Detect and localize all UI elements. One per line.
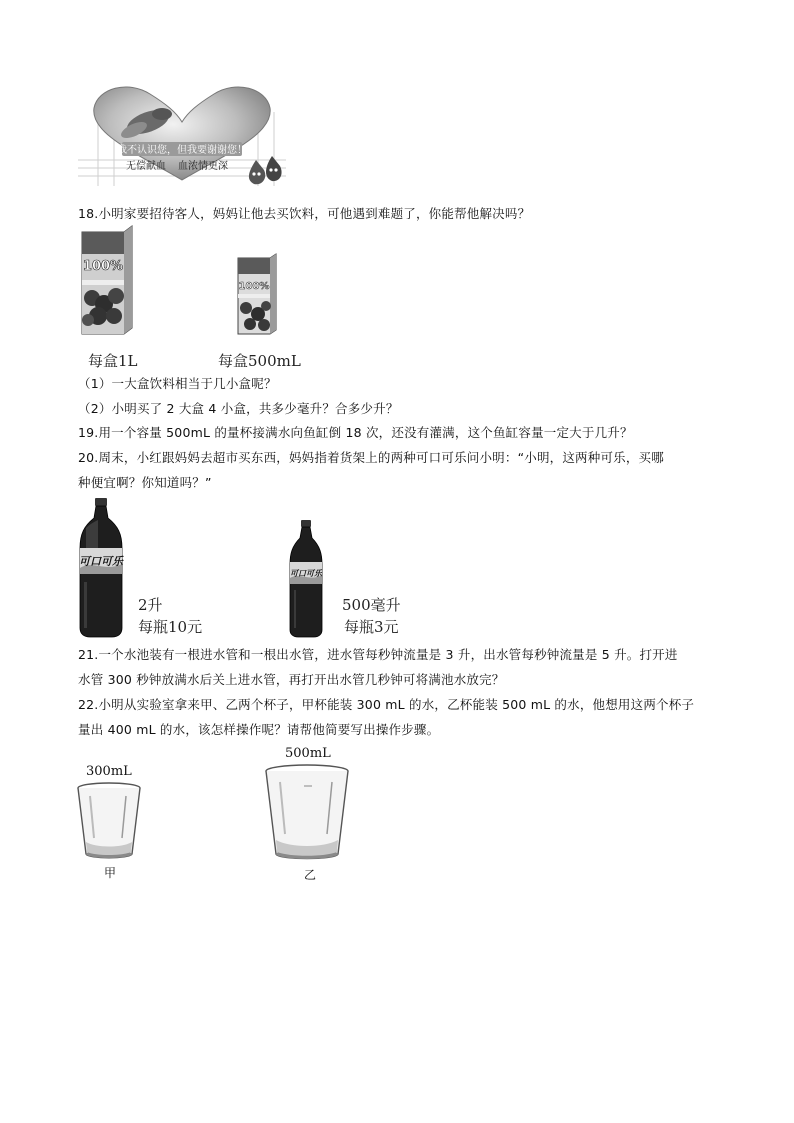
blood-donation-banner [78,82,286,186]
cola-large-label: 可口可乐 [79,555,123,568]
question-18-text: 18.小明家要招待客人，妈妈让他去买饮料，可他遇到难题了，你能帮他解决吗？ [78,206,531,221]
banner-line2-right: 血浓情更深 [178,161,228,172]
banner-line1: 我不认识您，但我要谢谢您！ [117,145,247,156]
cup-a-volume: 300mL [86,764,132,779]
cola-small-price: 每瓶3元 [344,618,399,636]
banner-graphic [78,82,286,186]
juice-large-label: 100% [82,259,124,274]
question-22-line1: 22.小明从实验室拿来甲、乙两个杯子，甲杯能装 300 mL 的水，乙杯能装 500 mL 的水，他想用这两个杯子 [78,697,695,712]
question-21-line1: 21.一个水池装有一根进水管和一根出水管，进水管每秒钟流量是 3 升，出水管每秒钟流量是 5 升。打开进 [78,647,678,662]
caption-small-box: 每盒500mL [218,352,301,370]
cup-b-glass [264,764,350,864]
cola-small-volume: 500毫升 [342,596,401,614]
cola-small-label: 可口可乐 [290,569,322,578]
cup-b-volume: 500mL [285,746,331,761]
juice-box-small [234,252,280,336]
cola-bottle-large [76,498,126,638]
question-18-sub2: （2）小明买了 2 大盒 4 小盒，共多少毫升？合多少升？ [78,401,399,416]
question-21-line2: 水管 300 秒钟放满水后关上进水管，再打开出水管几秒钟可将满池水放完？ [78,672,505,687]
question-22-line2: 量出 400 mL 的水，该怎样操作呢？请帮他简要写出操作步骤。 [78,722,440,737]
cup-b-name: 乙 [304,868,317,882]
cola-large-price: 每瓶10元 [138,618,203,636]
cola-bottle-small [288,520,324,638]
juice-box-large [74,224,138,336]
question-20-line2: 种便宜啊？你知道吗？” [78,475,212,490]
banner-line2-left: 无偿献血 [126,161,166,172]
cola-large-volume: 2升 [138,596,163,614]
question-18-sub1: （1）一大盒饮料相当于几小盒呢？ [78,376,277,391]
cup-a-glass [76,782,142,862]
question-19-text: 19.用一个容量 500mL 的量杯接满水向鱼缸倒 18 次，还没有灌满，这个鱼缸容量一定大于几升？ [78,425,633,440]
question-20-line1: 20.周末，小红跟妈妈去超市买东西，妈妈指着货架上的两种可口可乐问小明：“小明，这两种可乐，买哪 [78,450,664,465]
juice-small-label: 100% [238,281,270,292]
cup-a-name: 甲 [104,866,117,880]
caption-large-box: 每盒1L [88,352,138,370]
